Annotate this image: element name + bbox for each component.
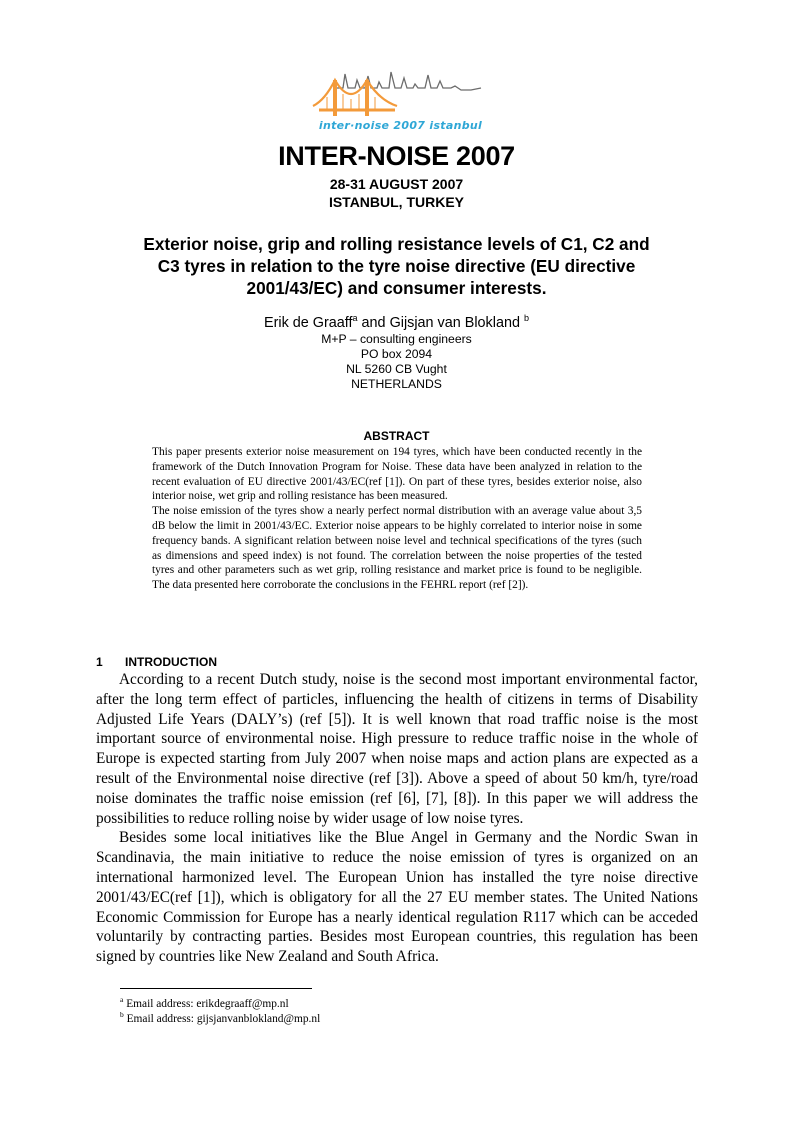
footnote-mark: b <box>120 1010 124 1019</box>
abstract-body <box>152 445 642 593</box>
paper-title-line: Exterior noise, grip and rolling resistance levels of C1, C2 and <box>143 234 650 254</box>
footnote <box>120 1010 320 1025</box>
section-title: INTRODUCTION <box>125 655 217 669</box>
conference-location: ISTANBUL, TURKEY <box>328 194 465 210</box>
affiliation-line: M+P – consulting engineers <box>321 332 472 346</box>
footnote-divider <box>120 988 312 989</box>
conference-title: INTER-NOISE 2007 <box>278 141 515 171</box>
footnote <box>120 995 289 1010</box>
section-body <box>96 670 698 967</box>
section-heading <box>96 655 217 669</box>
author-name: Erik de Graaff <box>264 314 353 331</box>
author-name: Gijsjan van Blokland <box>389 314 524 331</box>
logo-text: inter·noise 2007 istanbul <box>318 119 483 132</box>
author-conjunction: and <box>357 314 390 331</box>
body-paragraph: Besides some local initiatives like the Blue Angel in Germany and the Nordic Swan in Scandinavia, the main initiative to reduce the noise emission of tyres is organized on an international harmonized level. The European Union has installed the tyre noise directive 2001/43/EC(ref [1]), which is obligatory for all the 27 EU member states. The United Nations Economic Commission for Europe has a nearly identical regulation R117 which can be acceded voluntarily by contracting parties. Besides most European countries, this regulation has been signed by countries like New Zealand and South Africa. <box>96 829 698 966</box>
conference-logo <box>305 66 495 138</box>
footnote-text: Email address: erikdegraaff@mp.nl <box>123 997 289 1010</box>
conference-dates: 28-31 AUGUST 2007 <box>329 176 464 192</box>
bridge-logo-icon <box>305 66 495 122</box>
affiliation-line: PO box 2094 <box>360 347 433 361</box>
footnote-text: Email address: gijsjanvanblokland@mp.nl <box>123 1012 321 1025</box>
affiliation-line: NETHERLANDS <box>351 377 442 391</box>
paper-title-line: 2001/43/EC) and consumer interests. <box>246 278 547 298</box>
author-affiliation-mark: b <box>523 313 529 323</box>
abstract-paragraph: The noise emission of the tyres show a nearly perfect normal distribution with an average value about 3,5 dB below the limit in 2001/43/EC. Exterior noise appears to be highly correlated to interior noise in some frequency bands. A significant relation between noise level and technical specifications of the tyres (such as dimensions and speed index) is not found. The correlation between the noise properties of the tested tyres and other parameters such as wet grip, rolling resistance and market price is found to be negligible. The data presented here corroborate the conclusions in the FEHRL report (ref [2]). <box>152 505 642 592</box>
paper-title-line: C3 tyres in relation to the tyre noise directive (EU directive <box>157 256 636 276</box>
author-affiliation-mark: a <box>352 313 358 323</box>
affiliation-line: NL 5260 CB Vught <box>346 362 447 376</box>
author-list <box>0 313 793 331</box>
paper-title <box>110 233 683 299</box>
footnote-mark: a <box>120 995 124 1004</box>
section-number: 1 <box>96 655 103 669</box>
abstract-paragraph: This paper presents exterior noise measurement on 194 tyres, which have been conducted recently in the framework of the Dutch Innovation Program for Noise. These data have been analyzed in relation to the recent evaluation of EU directive 2001/43/EC(ref [1]). On part of these tyres, besides exterior noise, also interior noise, wet grip and rolling resistance has been measured. <box>152 446 642 503</box>
abstract-heading: ABSTRACT <box>363 429 430 443</box>
body-paragraph: According to a recent Dutch study, noise is the second most important environmental factor, after the long term effect of particles, influencing the health of citizens in terms of Disability Adjusted Life Years (DALY’s) (ref [5]). It is well known that road traffic noise is the most important source of environmental noise. High pressure to reduce traffic noise in the whole of Europe is expected starting from July 2007 when noise maps and action plans are expected as a result of the Environmental noise directive (ref [3]). Above a speed of about 50 km/h, tyre/road noise dominates the traffic noise emission (ref [6], [7], [8]). In this paper we will address the possibilities to reduce rolling noise by wider usage of low noise tyres. <box>96 671 698 827</box>
